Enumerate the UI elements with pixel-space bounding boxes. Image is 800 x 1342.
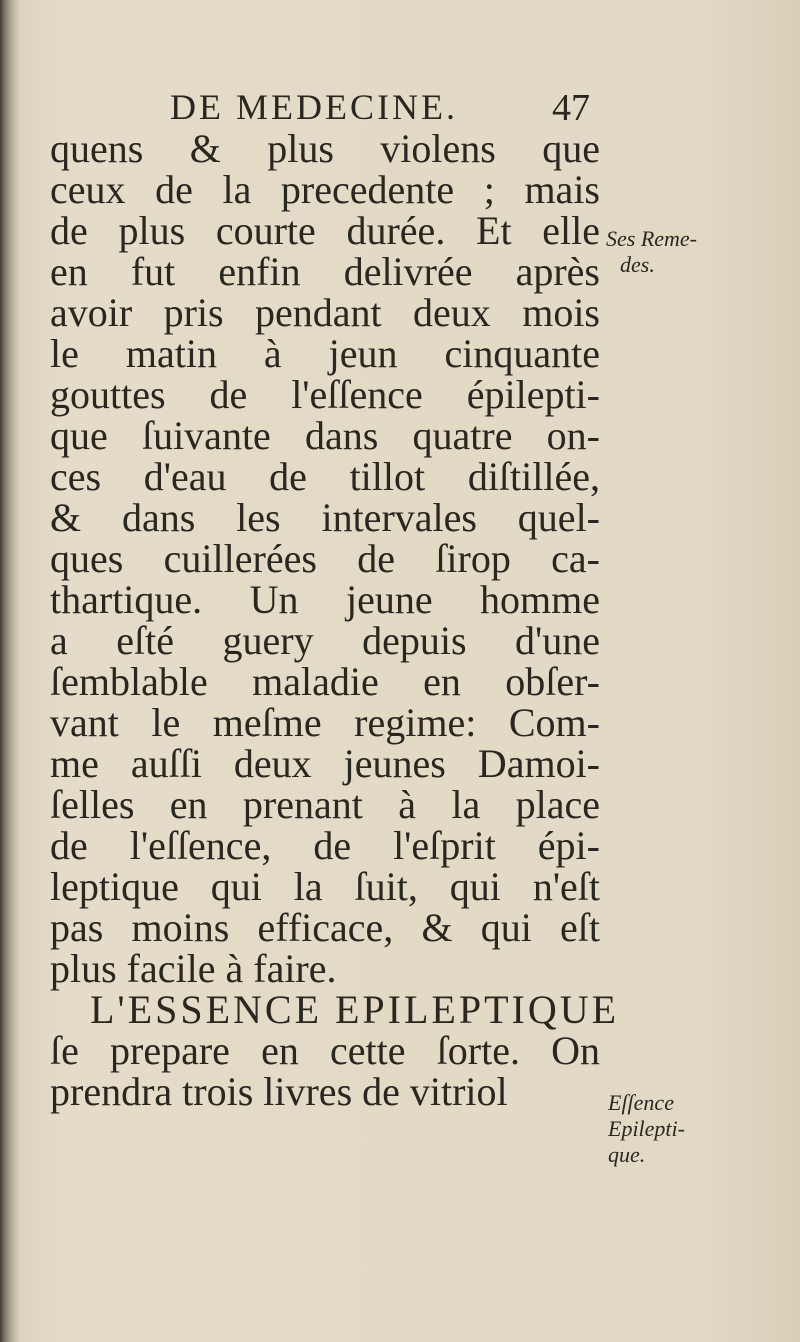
text-line: que ſuivante dans quatre on-	[50, 413, 600, 458]
text-line: quens & plus violens que	[50, 126, 600, 171]
text-line: thartique. Un jeune homme	[50, 577, 600, 622]
margin-note-line: Epilepti-	[608, 1116, 685, 1141]
text-line: prendra trois livres de vitriol	[50, 1069, 508, 1114]
text-line: pas moins efficace, & qui eſt	[50, 905, 600, 950]
text-line: me auſſi deux jeunes Damoi-	[50, 741, 600, 786]
text-line: vant le meſme regime: Com-	[50, 700, 600, 745]
page-spine-edge	[0, 0, 10, 1342]
text-line: & dans les intervales quel-	[50, 495, 600, 540]
text-line: de plus courte durée. Et elle	[50, 208, 600, 253]
text-line: leptique qui la ſuit, qui n'eſt	[50, 864, 600, 909]
page-number: 47	[552, 87, 590, 129]
text-line: gouttes de l'eſſence épilepti-	[50, 372, 600, 417]
section-heading-line	[50, 987, 620, 1032]
body-text	[50, 126, 620, 1114]
section-heading: L'ESSENCE EPILEPTIQUE	[90, 987, 620, 1032]
margin-note-line: que.	[608, 1142, 646, 1167]
text-line: avoir pris pendant deux mois	[50, 290, 600, 335]
text-line: ſemblable maladie en obſer-	[50, 659, 600, 704]
text-line: a eſté guery depuis d'une	[50, 618, 600, 663]
text-line: de l'eſſence, de l'eſprit épi-	[50, 823, 600, 868]
margin-note-line: des.	[620, 252, 655, 277]
text-line: le matin à jeun cinquante	[50, 331, 600, 376]
text-line: ces d'eau de tillot diſtillée,	[50, 454, 600, 499]
margin-note-remedes	[606, 226, 697, 278]
text-line: en fut enfin delivrée après	[50, 249, 600, 294]
text-line: ceux de la precedente ; mais	[50, 167, 600, 212]
text-line: ques cuillerées de ſirop ca-	[50, 536, 600, 581]
running-title: DE MEDECINE.	[170, 87, 458, 127]
text-line: ſe prepare en cette ſorte. On	[50, 1028, 600, 1073]
text-line: ſelles en prenant à la place	[50, 782, 600, 827]
margin-note-line: Ses Reme-	[606, 226, 698, 251]
text-line: plus facile à faire.	[50, 946, 337, 991]
margin-note-line: Eſſence	[608, 1090, 674, 1115]
margin-note-essence	[608, 1090, 685, 1168]
